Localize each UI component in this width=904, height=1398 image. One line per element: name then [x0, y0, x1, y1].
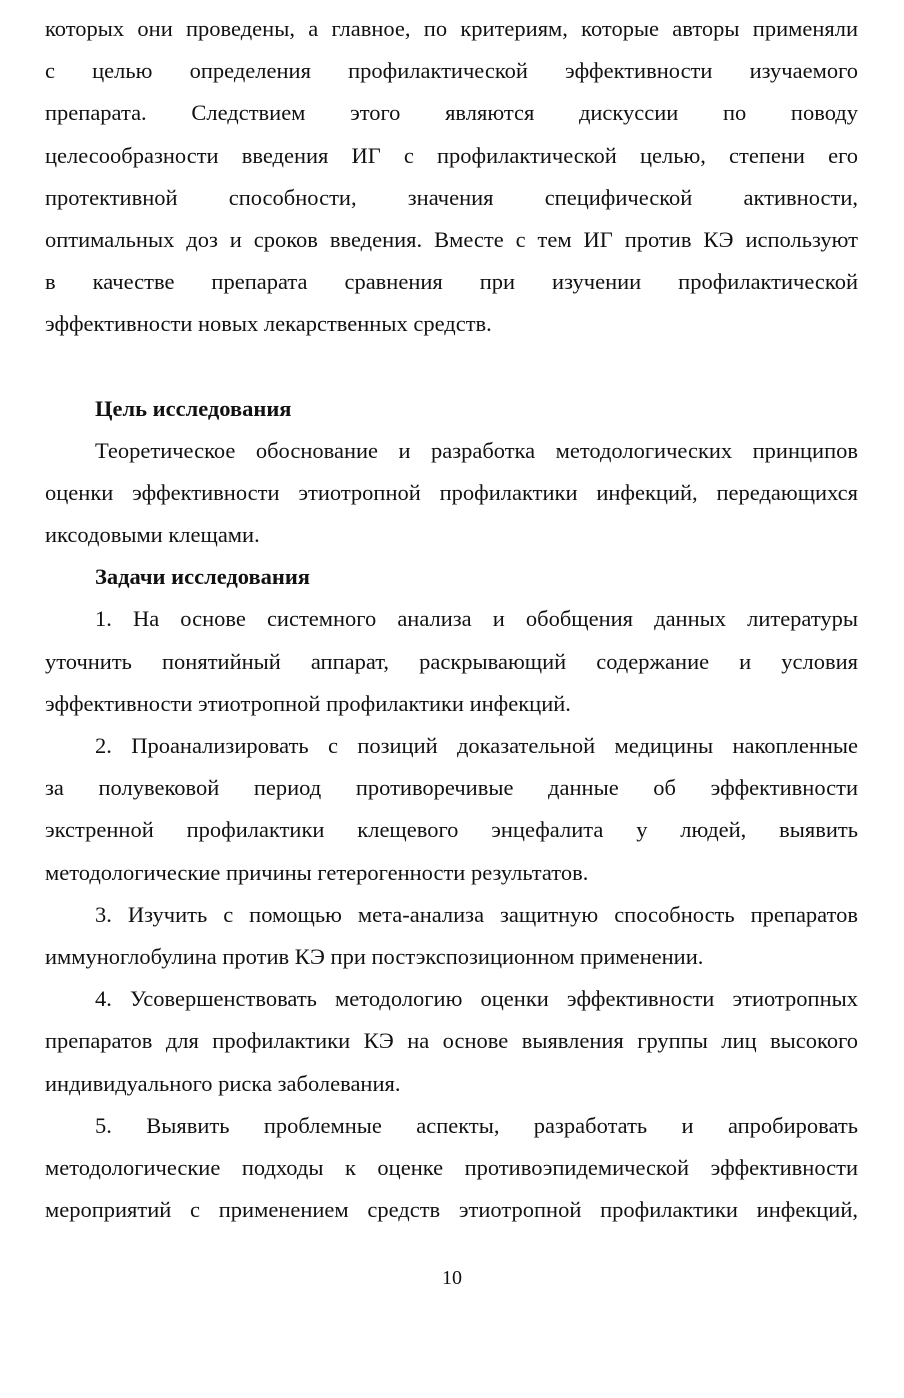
text-line: мероприятий с применением средств этиотропной профилактики инфекций, [45, 1197, 858, 1223]
text-line: в качестве препарата сравнения при изучении профилактической [45, 269, 858, 295]
intro-paragraph [45, 8, 858, 346]
text-line: уточнить понятийный аппарат, раскрывающий содержание и условия [45, 648, 858, 674]
section-spacer [45, 346, 858, 388]
text-line: 2. Проанализировать с позиций доказательной медицины накопленные [95, 733, 858, 758]
document-page [45, 8, 858, 1231]
text-line: 5. Выявить проблемные аспекты, разработать и апробировать [95, 1112, 858, 1138]
text-line: 4. Усовершенствовать методологию оценки эффективности этиотропных [95, 986, 858, 1012]
text-line: индивидуального риска заболевания. [45, 1070, 401, 1096]
text-line: оценки эффективности этиотропной профилактики инфекций, передающихся [45, 479, 858, 505]
goal-section [45, 388, 858, 557]
text-line: целесообразности введения ИГ с профилактической целью, степени его [45, 142, 858, 168]
task-item-5 [45, 1105, 858, 1232]
tasks-heading: Задачи исследования [95, 564, 310, 590]
goal-heading: Цель исследования [95, 395, 292, 421]
text-line: методологические подходы к оценке противоэпидемической эффективности [45, 1154, 858, 1180]
tasks-section [45, 556, 858, 1231]
task-item-2 [45, 725, 858, 894]
text-line: препаратов для профилактики КЭ на основе выявления группы лиц высокого [45, 1028, 858, 1054]
text-line: эффективности этиотропной профилактики инфекций. [45, 690, 571, 716]
text-line: протективной способности, значения специфической активности, [45, 184, 858, 210]
text-line: оптимальных доз и сроков введения. Вместе с тем ИГ против КЭ используют [45, 226, 858, 252]
task-item-1 [45, 598, 858, 725]
page-number: 10 [442, 1267, 462, 1289]
text-line: с целью определения профилактической эффективности изучаемого [45, 58, 858, 84]
task-item-4 [45, 978, 858, 1105]
text-line: 3. Изучить с помощью мета-анализа защитную способность препаратов [95, 901, 858, 927]
text-line: эффективности новых лекарственных средств. [45, 311, 492, 337]
task-item-3 [45, 894, 858, 978]
text-line: 1. На основе системного анализа и обобщения данных литературы [95, 606, 858, 632]
text-line: экстренной профилактики клещевого энцефалита у людей, выявить [45, 817, 858, 843]
text-line: иксодовыми клещами. [45, 522, 260, 548]
text-line: Теоретическое обоснование и разработка методологических принципов [95, 437, 858, 463]
text-line: за полувековой период противоречивые данные об эффективности [45, 775, 858, 801]
text-line: которых они проведены, а главное, по критериям, которые авторы применяли [45, 16, 858, 41]
text-line: методологические причины гетерогенности результатов. [45, 859, 589, 885]
text-line: иммуноглобулина против КЭ при постэкспозиционном применении. [45, 943, 704, 969]
text-line: препарата. Следствием этого являются дискуссии по поводу [45, 100, 858, 126]
